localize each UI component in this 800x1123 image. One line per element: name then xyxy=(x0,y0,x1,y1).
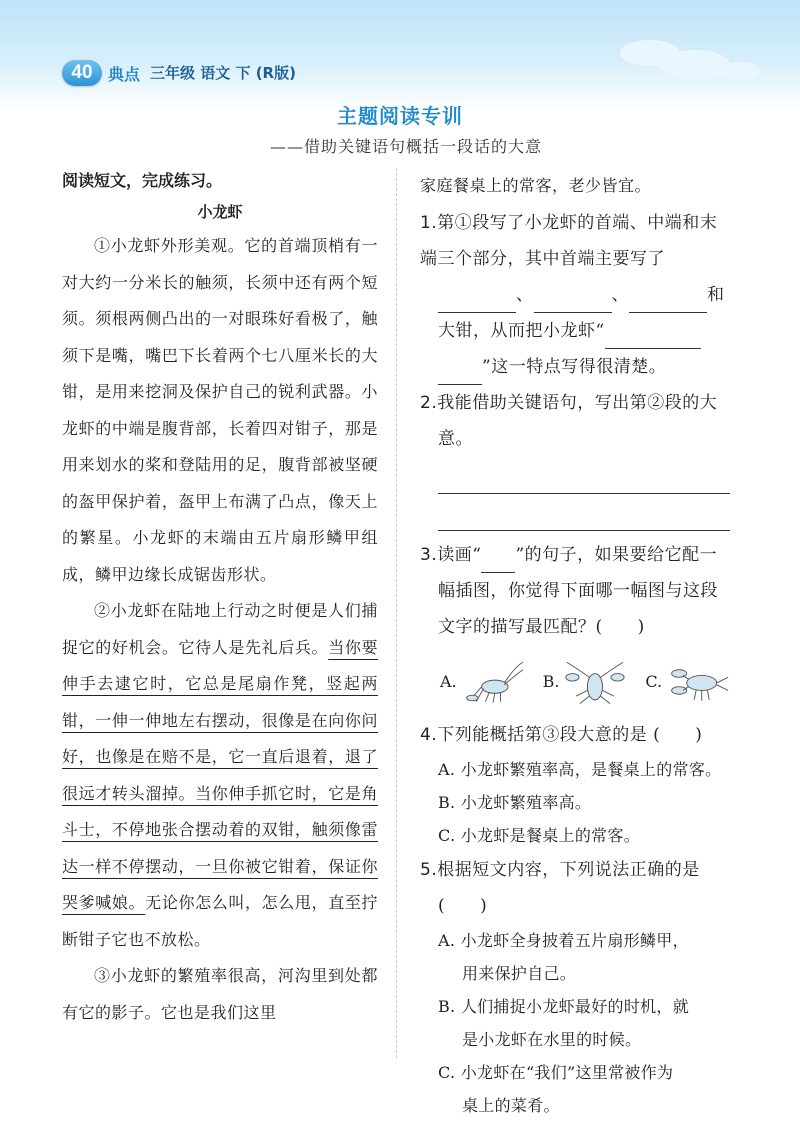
question-number: 3. xyxy=(420,544,438,565)
option-c-continued: 桌上的菜肴。 xyxy=(462,1095,560,1115)
option-a[interactable]: A. 小龙虾繁殖率高，是餐桌上的常客。 xyxy=(438,759,722,779)
paragraph-2 xyxy=(62,593,378,958)
question-number: 2. xyxy=(420,392,438,413)
option-c-label: C. xyxy=(645,672,663,691)
answer-blank[interactable] xyxy=(438,294,516,313)
question-number: 5. xyxy=(420,859,438,880)
option-a-continued: 用来保护自己。 xyxy=(462,963,577,983)
option-a[interactable]: A. 小龙虾全身披着五片扇形鳞甲， xyxy=(438,930,689,950)
cloud-decoration xyxy=(660,50,730,80)
page-number: 40 xyxy=(62,60,102,86)
paragraph-1: ①小龙虾外形美观。它的首端顶梢有一对大约一分米长的触须，长须中还有两个短须。须根两侧凸出的一对眼珠好看极了，触须下是嘴，嘴巴下长着两个七八厘米长的大钳，是用来挖洞及保护自己的锐利武器。小龙虾的中端是腹背部，长着四对钳子，那是用来划水的桨和登陆用的足，腹背部被坚硬的盔甲保护着，盔甲上布满了凸点，像天上的繁星。小龙虾的末端由五片扇形鳞甲组成，鳞甲边缘长成锯齿形状。 xyxy=(62,236,378,584)
answer-line[interactable] xyxy=(438,494,730,531)
question-4: 4.下列能概括第③段大意的是 ( ) xyxy=(420,724,703,745)
instruction: 阅读短文，完成练习。 xyxy=(62,171,223,190)
crayfish-a-image[interactable] xyxy=(461,657,525,707)
answer-blank[interactable] xyxy=(534,294,612,313)
option-b-label: B. xyxy=(542,672,560,691)
crayfish-c-image[interactable] xyxy=(666,657,730,707)
answer-blank[interactable] xyxy=(629,294,707,313)
header-band xyxy=(0,0,800,110)
paragraph-3: ③小龙虾的繁殖率很高，河沟里到处都有它的影子。它也是我们这里 xyxy=(62,966,378,1022)
option-b-continued: 是小龙虾在水里的时候。 xyxy=(462,1029,642,1049)
question-number: 1. xyxy=(420,212,438,233)
option-a-label: A. xyxy=(440,672,457,691)
question-2: 2.我能借助关键语句，写出第②段的大意。 xyxy=(420,392,718,449)
question-5: 5.根据短文内容，下列说法正确的是 ( ) xyxy=(420,859,700,916)
edition-label: R版 xyxy=(262,64,290,82)
grade-label: 三年级 语文 下 (R版) xyxy=(150,64,296,82)
answer-line[interactable] xyxy=(438,457,730,494)
paragraph-2-end: 无论你怎么叫，怎么甩，直至拧断钳子它也不放松。 xyxy=(62,893,378,949)
question-1: 1.第①段写了小龙虾的首端、中端和末端三个部分，其中首端主要写了 、 、 和 大钳，从而把小龙虾“ ”这一特点写得很清楚。 xyxy=(420,205,730,385)
answer-blank[interactable] xyxy=(438,366,482,385)
question-number: 4. xyxy=(420,724,438,745)
option-c[interactable]: C. 小龙虾是餐桌上的常客。 xyxy=(438,825,641,845)
underlined-sentence: 当你要伸手去逮它时，它总是尾扇作凳，竖起两钳，一伸一伸地左右摆动，很像是在向你问好，也像是在赔不是，它一直后退着，退了很远才转头溜掉。当你伸手抓它时，它是角斗士，不停地张合摆动着的双钳，触须像雷达一样不停摆动，一旦你被它钳着，保证你哭爹喊娘。 xyxy=(62,637,378,912)
brand-logo: 典点 xyxy=(108,67,141,84)
answer-blank[interactable] xyxy=(605,330,701,349)
passage-title: 小龙虾 xyxy=(197,203,243,221)
column-divider xyxy=(396,168,397,1058)
passage-column xyxy=(62,168,378,1031)
grade-text: 三年级 语文 下 xyxy=(150,64,251,82)
questions-column xyxy=(420,168,730,1122)
option-b[interactable]: B. 人们捕捉小龙虾最好的时机，就 xyxy=(438,996,690,1016)
shrimp-figures xyxy=(420,651,730,713)
question-3: 3.读画“ ”的句子，如果要给它配一幅插图，你觉得下面哪一幅图与这段文字的描写最匹配？( ) xyxy=(420,544,718,637)
option-c[interactable]: C. 小龙虾在“我们”这里常被作为 xyxy=(438,1062,674,1082)
page-subtitle: ——借助关键语句概括一段话的大意 xyxy=(270,137,543,156)
passage-continuation: 家庭餐桌上的常客，老少皆宜。 xyxy=(420,176,652,195)
option-b[interactable]: B. 小龙虾繁殖率高。 xyxy=(438,792,592,812)
cloud-decoration xyxy=(720,62,760,80)
crayfish-b-image[interactable] xyxy=(563,657,627,707)
page-title: 主题阅读专训 xyxy=(337,104,463,128)
underline-mark xyxy=(481,558,515,573)
paragraph-2-start: ②小龙虾在陆地上行动之时便是人们捕捉它的好机会。它待人是先礼后兵。 xyxy=(62,601,378,657)
